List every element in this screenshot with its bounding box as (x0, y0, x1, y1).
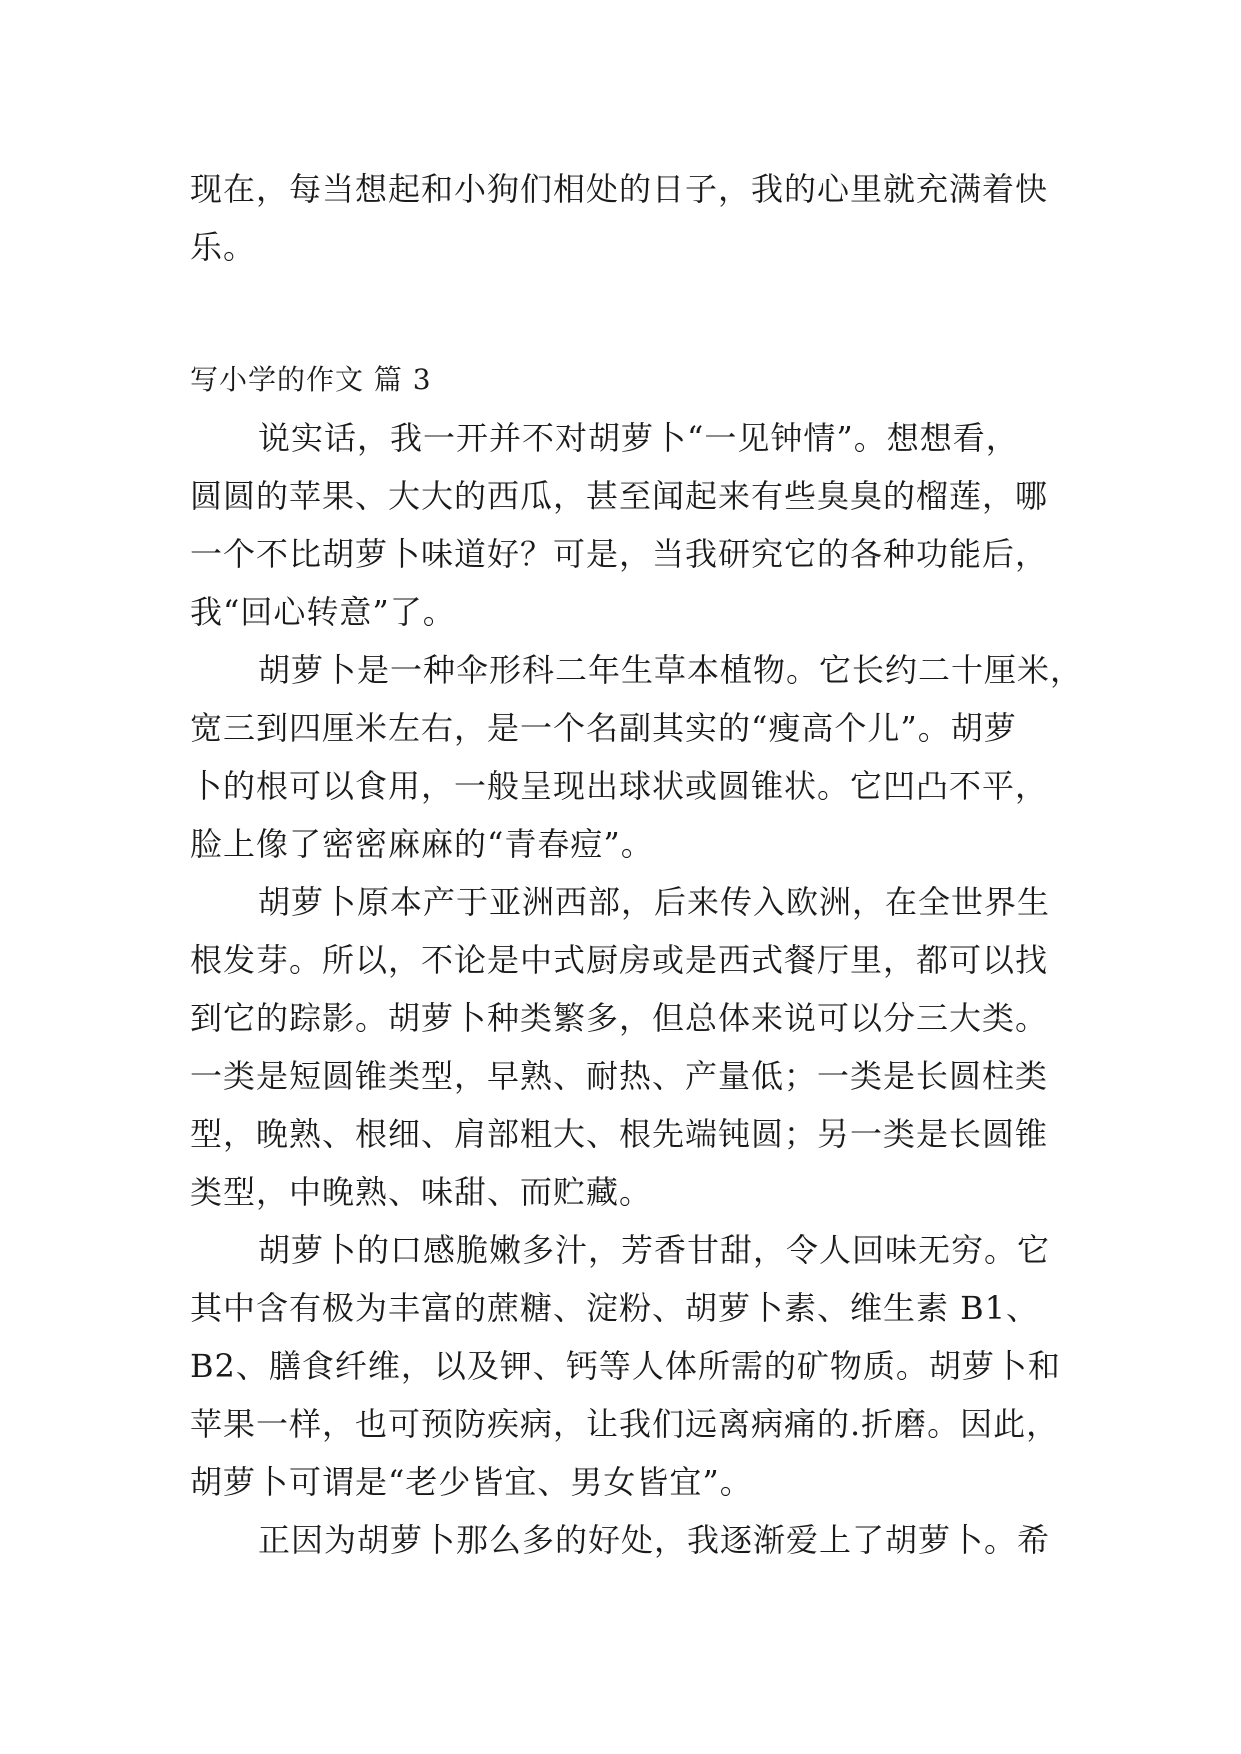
text-line: 圆圆的苹果、大大的西瓜，甚至闻起来有些臭臭的榴莲，哪 (190, 477, 1049, 515)
paragraph-4 (190, 1221, 1060, 1511)
text-line: 胡萝卜是一种伞形科二年生草本植物。它长约二十厘米， (258, 651, 1084, 689)
text-line: 到它的踪影。胡萝卜种类繁多，但总体来说可以分三大类。 (190, 999, 1049, 1037)
document-page (190, 160, 1084, 1569)
text-line: 脸上像了密密麻麻的“青春痘”。 (190, 825, 654, 863)
text-line: 一类是短圆锥类型，早熟、耐热、产量低；一类是长圆柱类 (190, 1057, 1049, 1095)
text-line: 乐。 (190, 228, 257, 266)
text-line: 根发芽。所以，不论是中式厨房或是西式餐厅里，都可以找 (190, 941, 1049, 979)
text-line: 型，晚熟、根细、肩部粗大、根先端钝圆；另一类是长圆锥 (190, 1115, 1049, 1153)
text-line: 说实话，我一开并不对胡萝卜“一见钟情”。想想看， (258, 419, 1019, 457)
text-line: 其中含有极为丰富的蔗糖、淀粉、胡萝卜素、维生素 B1、 (190, 1289, 1040, 1327)
text-line: 胡萝卜的口感脆嫩多汁，芳香甘甜，令人回味无穷。它 (258, 1231, 1051, 1269)
text-line: 一个不比胡萝卜味道好？可是，当我研究它的各种功能后， (190, 535, 1049, 573)
paragraph-2 (190, 641, 1084, 873)
text-line: 苹果一样，也可预防疾病，让我们远离病痛的.折磨。因此， (190, 1405, 1060, 1443)
text-line: 胡萝卜可谓是“老少皆宜、男女皆宜”。 (190, 1463, 753, 1501)
text-line: B2、膳食纤维，以及钾、钙等人体所需的矿物质。胡萝卜和 (190, 1347, 1061, 1385)
text-line: 胡萝卜原本产于亚洲西部，后来传入欧洲，在全世界生 (258, 883, 1051, 921)
section-heading: 写小学的作文 篇 3 (190, 363, 432, 396)
text-line: 宽三到四厘米左右，是一个名副其实的“瘦高个儿”。胡萝 (190, 709, 1017, 747)
text-line: 我“回心转意”了。 (190, 593, 456, 631)
paragraph-1 (190, 409, 1060, 641)
text-line: 现在，每当想起和小狗们相处的日子，我的心里就充满着快 (190, 170, 1049, 208)
paragraph-intro (190, 160, 1060, 276)
text-line: 卜的根可以食用，一般呈现出球状或圆锥状。它凹凸不平， (190, 767, 1049, 805)
paragraph-3 (190, 873, 1060, 1221)
text-line: 正因为胡萝卜那么多的好处，我逐渐爱上了胡萝卜。希 (258, 1521, 1051, 1559)
text-line: 类型，中晚熟、味甜、而贮藏。 (190, 1173, 653, 1211)
paragraph-5 (190, 1511, 1060, 1569)
